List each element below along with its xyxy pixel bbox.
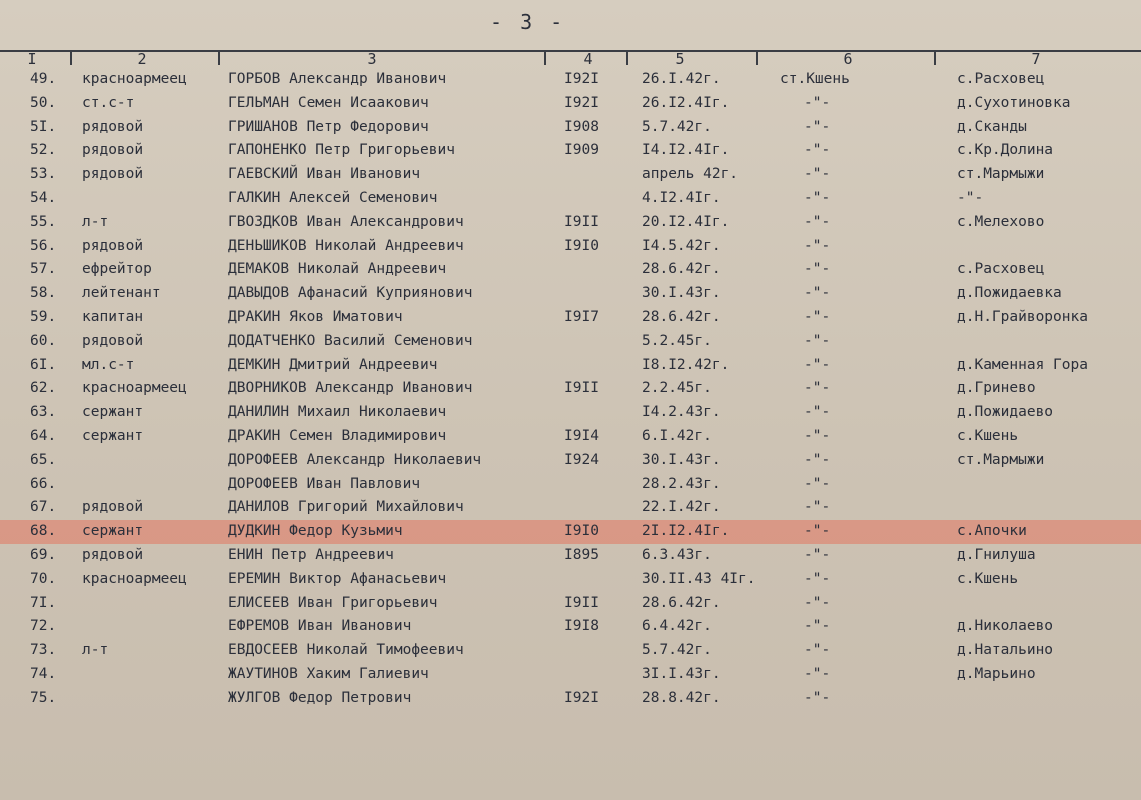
- cell-death-date: 28.6.42г.: [642, 594, 721, 611]
- table-row: [0, 496, 1141, 520]
- cell-number: 70.: [30, 570, 57, 587]
- cell-birth-year: I9I8: [564, 618, 599, 635]
- cell-place: -"-: [804, 166, 831, 183]
- table-row: [0, 330, 1141, 354]
- cell-death-date: 28.6.42г.: [642, 308, 721, 325]
- column-header-6: 6: [843, 50, 853, 68]
- cell-number: 63.: [30, 404, 57, 421]
- column-header-4: 4: [583, 50, 593, 68]
- cell-death-date: 30.II.43 4Iг.: [642, 570, 756, 587]
- cell-birth-year: I895: [564, 546, 599, 563]
- cell-place: -"-: [804, 189, 831, 206]
- cell-rank: л-т: [82, 213, 109, 230]
- cell-place: -"-: [804, 642, 831, 659]
- table-row: [0, 68, 1141, 92]
- cell-place: -"-: [804, 118, 831, 135]
- cell-rank: капитан: [82, 308, 144, 325]
- cell-birth-year: I924: [564, 451, 599, 468]
- cell-name: ЕРЕМИН Виктор Афанасьевич: [228, 570, 447, 587]
- column-separator: [70, 51, 72, 65]
- cell-village: с.Расховец: [957, 71, 1045, 87]
- cell-village: ст.Мармыжи: [957, 166, 1045, 183]
- cell-village: -"-: [957, 189, 984, 206]
- cell-place: -"-: [804, 261, 831, 278]
- cell-name: ДАВЫДОВ Афанасий Куприянович: [228, 285, 473, 302]
- column-header-1: I: [27, 50, 37, 68]
- cell-village: д.Николаево: [957, 618, 1054, 635]
- cell-death-date: 6.3.43г.: [642, 546, 712, 563]
- cell-rank: ефрейтор: [82, 261, 152, 278]
- cell-rank: рядовой: [82, 142, 144, 159]
- column-header-5: 5: [675, 50, 685, 68]
- table-row: [0, 306, 1141, 330]
- cell-death-date: I4.2.43г.: [642, 404, 721, 421]
- cell-place: -"-: [804, 451, 831, 468]
- cell-number: 67.: [30, 499, 57, 516]
- column-separator: [934, 51, 936, 65]
- table-row: [0, 425, 1141, 449]
- cell-place: -"-: [804, 94, 831, 111]
- cell-name: ДУДКИН Федор Кузьмич: [228, 523, 403, 540]
- cell-birth-year: I9II: [564, 380, 599, 397]
- cell-death-date: 22.I.42г.: [642, 499, 721, 516]
- cell-name: ГАЕВСКИЙ Иван Иванович: [228, 166, 421, 183]
- cell-birth-year: I9II: [564, 594, 599, 611]
- cell-name: ДАНИЛОВ Григорий Михайлович: [228, 499, 464, 516]
- table-row: [0, 282, 1141, 306]
- cell-place: -"-: [804, 332, 831, 349]
- cell-rank: рядовой: [82, 499, 144, 516]
- cell-rank: л-т: [82, 642, 109, 659]
- cell-birth-year: I908: [564, 118, 599, 135]
- table-row: [0, 354, 1141, 378]
- cell-name: ДРАКИН Семен Владимирович: [228, 427, 447, 444]
- table-row: [0, 116, 1141, 140]
- table-row: [0, 92, 1141, 116]
- cell-village: с.Мелехово: [957, 213, 1045, 230]
- cell-name: ЕВДОСЕЕВ Николай Тимофеевич: [228, 642, 464, 659]
- cell-village: д.Пожидаевка: [957, 285, 1062, 302]
- column-separator: [218, 51, 220, 65]
- table-row: [0, 544, 1141, 568]
- cell-village: с.Кр.Долина: [957, 142, 1054, 159]
- cell-village: д.Сканды: [957, 118, 1027, 135]
- cell-place: -"-: [804, 380, 831, 397]
- cell-place: -"-: [804, 523, 831, 540]
- cell-number: 7I.: [30, 594, 57, 611]
- cell-death-date: 6.I.42г.: [642, 427, 712, 444]
- cell-name: ДОДАТЧЕНКО Василий Семенович: [228, 332, 473, 349]
- cell-place: -"-: [804, 689, 831, 706]
- table-row: [0, 211, 1141, 235]
- cell-number: 69.: [30, 546, 57, 563]
- cell-place: -"-: [804, 618, 831, 635]
- cell-birth-year: I909: [564, 142, 599, 159]
- cell-number: 59.: [30, 308, 57, 325]
- table-row: [0, 163, 1141, 187]
- cell-name: ГЕЛЬМАН Семен Исаакович: [228, 94, 429, 111]
- cell-village: д.Каменная Гора: [957, 356, 1088, 373]
- cell-death-date: I8.I2.42г.: [642, 356, 730, 373]
- cell-name: ДОРОФЕЕВ Иван Павлович: [228, 475, 421, 492]
- cell-rank: мл.с-т: [82, 356, 135, 373]
- cell-name: ДЕМКИН Дмитрий Андреевич: [228, 356, 438, 373]
- cell-birth-year: I9I7: [564, 308, 599, 325]
- cell-name: ГРИШАНОВ Петр Федорович: [228, 118, 429, 135]
- cell-place: -"-: [804, 142, 831, 159]
- cell-place: -"-: [804, 499, 831, 516]
- table-row: [0, 639, 1141, 663]
- cell-death-date: 20.I2.4Iг.: [642, 213, 730, 230]
- cell-number: 53.: [30, 166, 57, 183]
- cell-place: -"-: [804, 285, 831, 302]
- cell-death-date: 4.I2.4Iг.: [642, 189, 721, 206]
- cell-name: ГАЛКИН Алексей Семенович: [228, 189, 438, 206]
- column-separator: [756, 51, 758, 65]
- cell-rank: сержант: [82, 427, 144, 444]
- cell-number: 6I.: [30, 356, 57, 373]
- cell-number: 60.: [30, 332, 57, 349]
- cell-death-date: 5.2.45г.: [642, 332, 712, 349]
- cell-village: с.Апочки: [957, 523, 1027, 540]
- cell-village: ст.Мармыжи: [957, 451, 1045, 468]
- cell-name: ЕЛИСЕЕВ Иван Григорьевич: [228, 594, 438, 611]
- cell-name: ГОРБОВ Александр Иванович: [228, 71, 447, 87]
- table-row: [0, 592, 1141, 616]
- cell-village: д.Пожидаево: [957, 404, 1054, 421]
- table-row: [0, 401, 1141, 425]
- cell-number: 66.: [30, 475, 57, 492]
- cell-death-date: 26.I.42г.: [642, 71, 721, 87]
- cell-death-date: 28.2.43г.: [642, 475, 721, 492]
- cell-number: 57.: [30, 261, 57, 278]
- records-table: [0, 68, 1141, 711]
- cell-number: 55.: [30, 213, 57, 230]
- cell-birth-year: I92I: [564, 689, 599, 706]
- table-row: [0, 235, 1141, 259]
- cell-name: ДРАКИН Яков Иматович: [228, 308, 403, 325]
- cell-death-date: 2I.I2.4Iг.: [642, 523, 730, 540]
- cell-death-date: 30.I.43г.: [642, 285, 721, 302]
- cell-number: 58.: [30, 285, 57, 302]
- cell-number: 68.: [30, 523, 57, 540]
- cell-birth-year: I92I: [564, 71, 599, 87]
- cell-number: 49.: [30, 71, 57, 87]
- table-row: [0, 258, 1141, 282]
- cell-death-date: 26.I2.4Iг.: [642, 94, 730, 111]
- cell-place: -"-: [804, 546, 831, 563]
- header-rule: [0, 50, 1141, 52]
- cell-place: -"-: [804, 665, 831, 682]
- table-row: [0, 568, 1141, 592]
- cell-village: с.Кшень: [957, 570, 1019, 587]
- cell-number: 72.: [30, 618, 57, 635]
- cell-number: 74.: [30, 665, 57, 682]
- table-row: [0, 377, 1141, 401]
- cell-number: 50.: [30, 94, 57, 111]
- column-separator: [544, 51, 546, 65]
- cell-name: ЖУЛГОВ Федор Петрович: [228, 689, 412, 706]
- cell-village: д.Сухотиновка: [957, 94, 1071, 111]
- column-header-3: 3: [367, 50, 377, 68]
- cell-rank: сержант: [82, 404, 144, 421]
- cell-death-date: апрель 42г.: [642, 166, 739, 183]
- cell-number: 62.: [30, 380, 57, 397]
- cell-death-date: 5.7.42г.: [642, 642, 712, 659]
- cell-rank: красноармеец: [82, 71, 187, 87]
- table-row-highlighted: [0, 520, 1141, 544]
- cell-rank: лейтенант: [82, 285, 161, 302]
- cell-village: д.Н.Грайворонка: [957, 308, 1088, 325]
- cell-rank: рядовой: [82, 237, 144, 254]
- cell-village: д.Натальино: [957, 642, 1054, 659]
- cell-number: 54.: [30, 189, 57, 206]
- cell-name: ЖАУТИНОВ Хаким Галиевич: [228, 665, 429, 682]
- cell-place: -"-: [804, 427, 831, 444]
- cell-name: ДЕМАКОВ Николай Андреевич: [228, 261, 447, 278]
- cell-rank: красноармеец: [82, 570, 187, 587]
- table-row: [0, 663, 1141, 687]
- cell-place: -"-: [804, 594, 831, 611]
- cell-name: ДЕНЬШИКОВ Николай Андреевич: [228, 237, 464, 254]
- column-header-2: 2: [137, 50, 147, 68]
- cell-death-date: 28.6.42г.: [642, 261, 721, 278]
- column-separator: [626, 51, 628, 65]
- cell-birth-year: I9I4: [564, 427, 599, 444]
- cell-death-date: 30.I.43г.: [642, 451, 721, 468]
- cell-rank: рядовой: [82, 332, 144, 349]
- cell-number: 5I.: [30, 118, 57, 135]
- cell-place: -"-: [804, 356, 831, 373]
- cell-place: -"-: [804, 475, 831, 492]
- cell-name: ДАНИЛИН Михаил Николаевич: [228, 404, 447, 421]
- cell-name: ГАПОНЕНКО Петр Григорьевич: [228, 142, 455, 159]
- cell-death-date: I4.5.42г.: [642, 237, 721, 254]
- cell-village: д.Марьино: [957, 665, 1036, 682]
- cell-place: ст.Кшень: [780, 71, 850, 87]
- cell-rank: рядовой: [82, 118, 144, 135]
- cell-rank: рядовой: [82, 546, 144, 563]
- page-number: - 3 -: [490, 10, 566, 34]
- cell-death-date: 3I.I.43г.: [642, 665, 721, 682]
- cell-death-date: 28.8.42г.: [642, 689, 721, 706]
- cell-village: с.Кшень: [957, 427, 1019, 444]
- table-row: [0, 449, 1141, 473]
- cell-number: 52.: [30, 142, 57, 159]
- column-header-7: 7: [1031, 50, 1041, 68]
- cell-death-date: I4.I2.4Iг.: [642, 142, 730, 159]
- table-row: [0, 615, 1141, 639]
- cell-birth-year: I92I: [564, 94, 599, 111]
- cell-place: -"-: [804, 213, 831, 230]
- cell-name: ГВОЗДКОВ Иван Александрович: [228, 213, 464, 230]
- cell-village: д.Гринево: [957, 380, 1036, 397]
- cell-place: -"-: [804, 308, 831, 325]
- cell-birth-year: I9I0: [564, 237, 599, 254]
- cell-number: 75.: [30, 689, 57, 706]
- cell-rank: сержант: [82, 523, 144, 540]
- cell-number: 56.: [30, 237, 57, 254]
- cell-name: ЕНИН Петр Андреевич: [228, 546, 394, 563]
- cell-village: с.Расховец: [957, 261, 1045, 278]
- cell-death-date: 6.4.42г.: [642, 618, 712, 635]
- cell-rank: рядовой: [82, 166, 144, 183]
- cell-birth-year: I9II: [564, 213, 599, 230]
- cell-rank: красноармеец: [82, 380, 187, 397]
- cell-birth-year: I9I0: [564, 523, 599, 540]
- table-row: [0, 139, 1141, 163]
- cell-place: -"-: [804, 570, 831, 587]
- cell-death-date: 2.2.45г.: [642, 380, 712, 397]
- cell-name: ДОРОФЕЕВ Александр Николаевич: [228, 451, 482, 468]
- cell-place: -"-: [804, 237, 831, 254]
- cell-number: 64.: [30, 427, 57, 444]
- cell-rank: ст.с-т: [82, 94, 135, 111]
- table-row: [0, 687, 1141, 711]
- cell-number: 73.: [30, 642, 57, 659]
- table-row: [0, 473, 1141, 497]
- cell-number: 65.: [30, 451, 57, 468]
- cell-village: д.Гнилуша: [957, 546, 1036, 563]
- cell-death-date: 5.7.42г.: [642, 118, 712, 135]
- table-row: [0, 187, 1141, 211]
- cell-name: ДВОРНИКОВ Александр Иванович: [228, 380, 473, 397]
- cell-place: -"-: [804, 404, 831, 421]
- cell-name: ЕФРЕМОВ Иван Иванович: [228, 618, 412, 635]
